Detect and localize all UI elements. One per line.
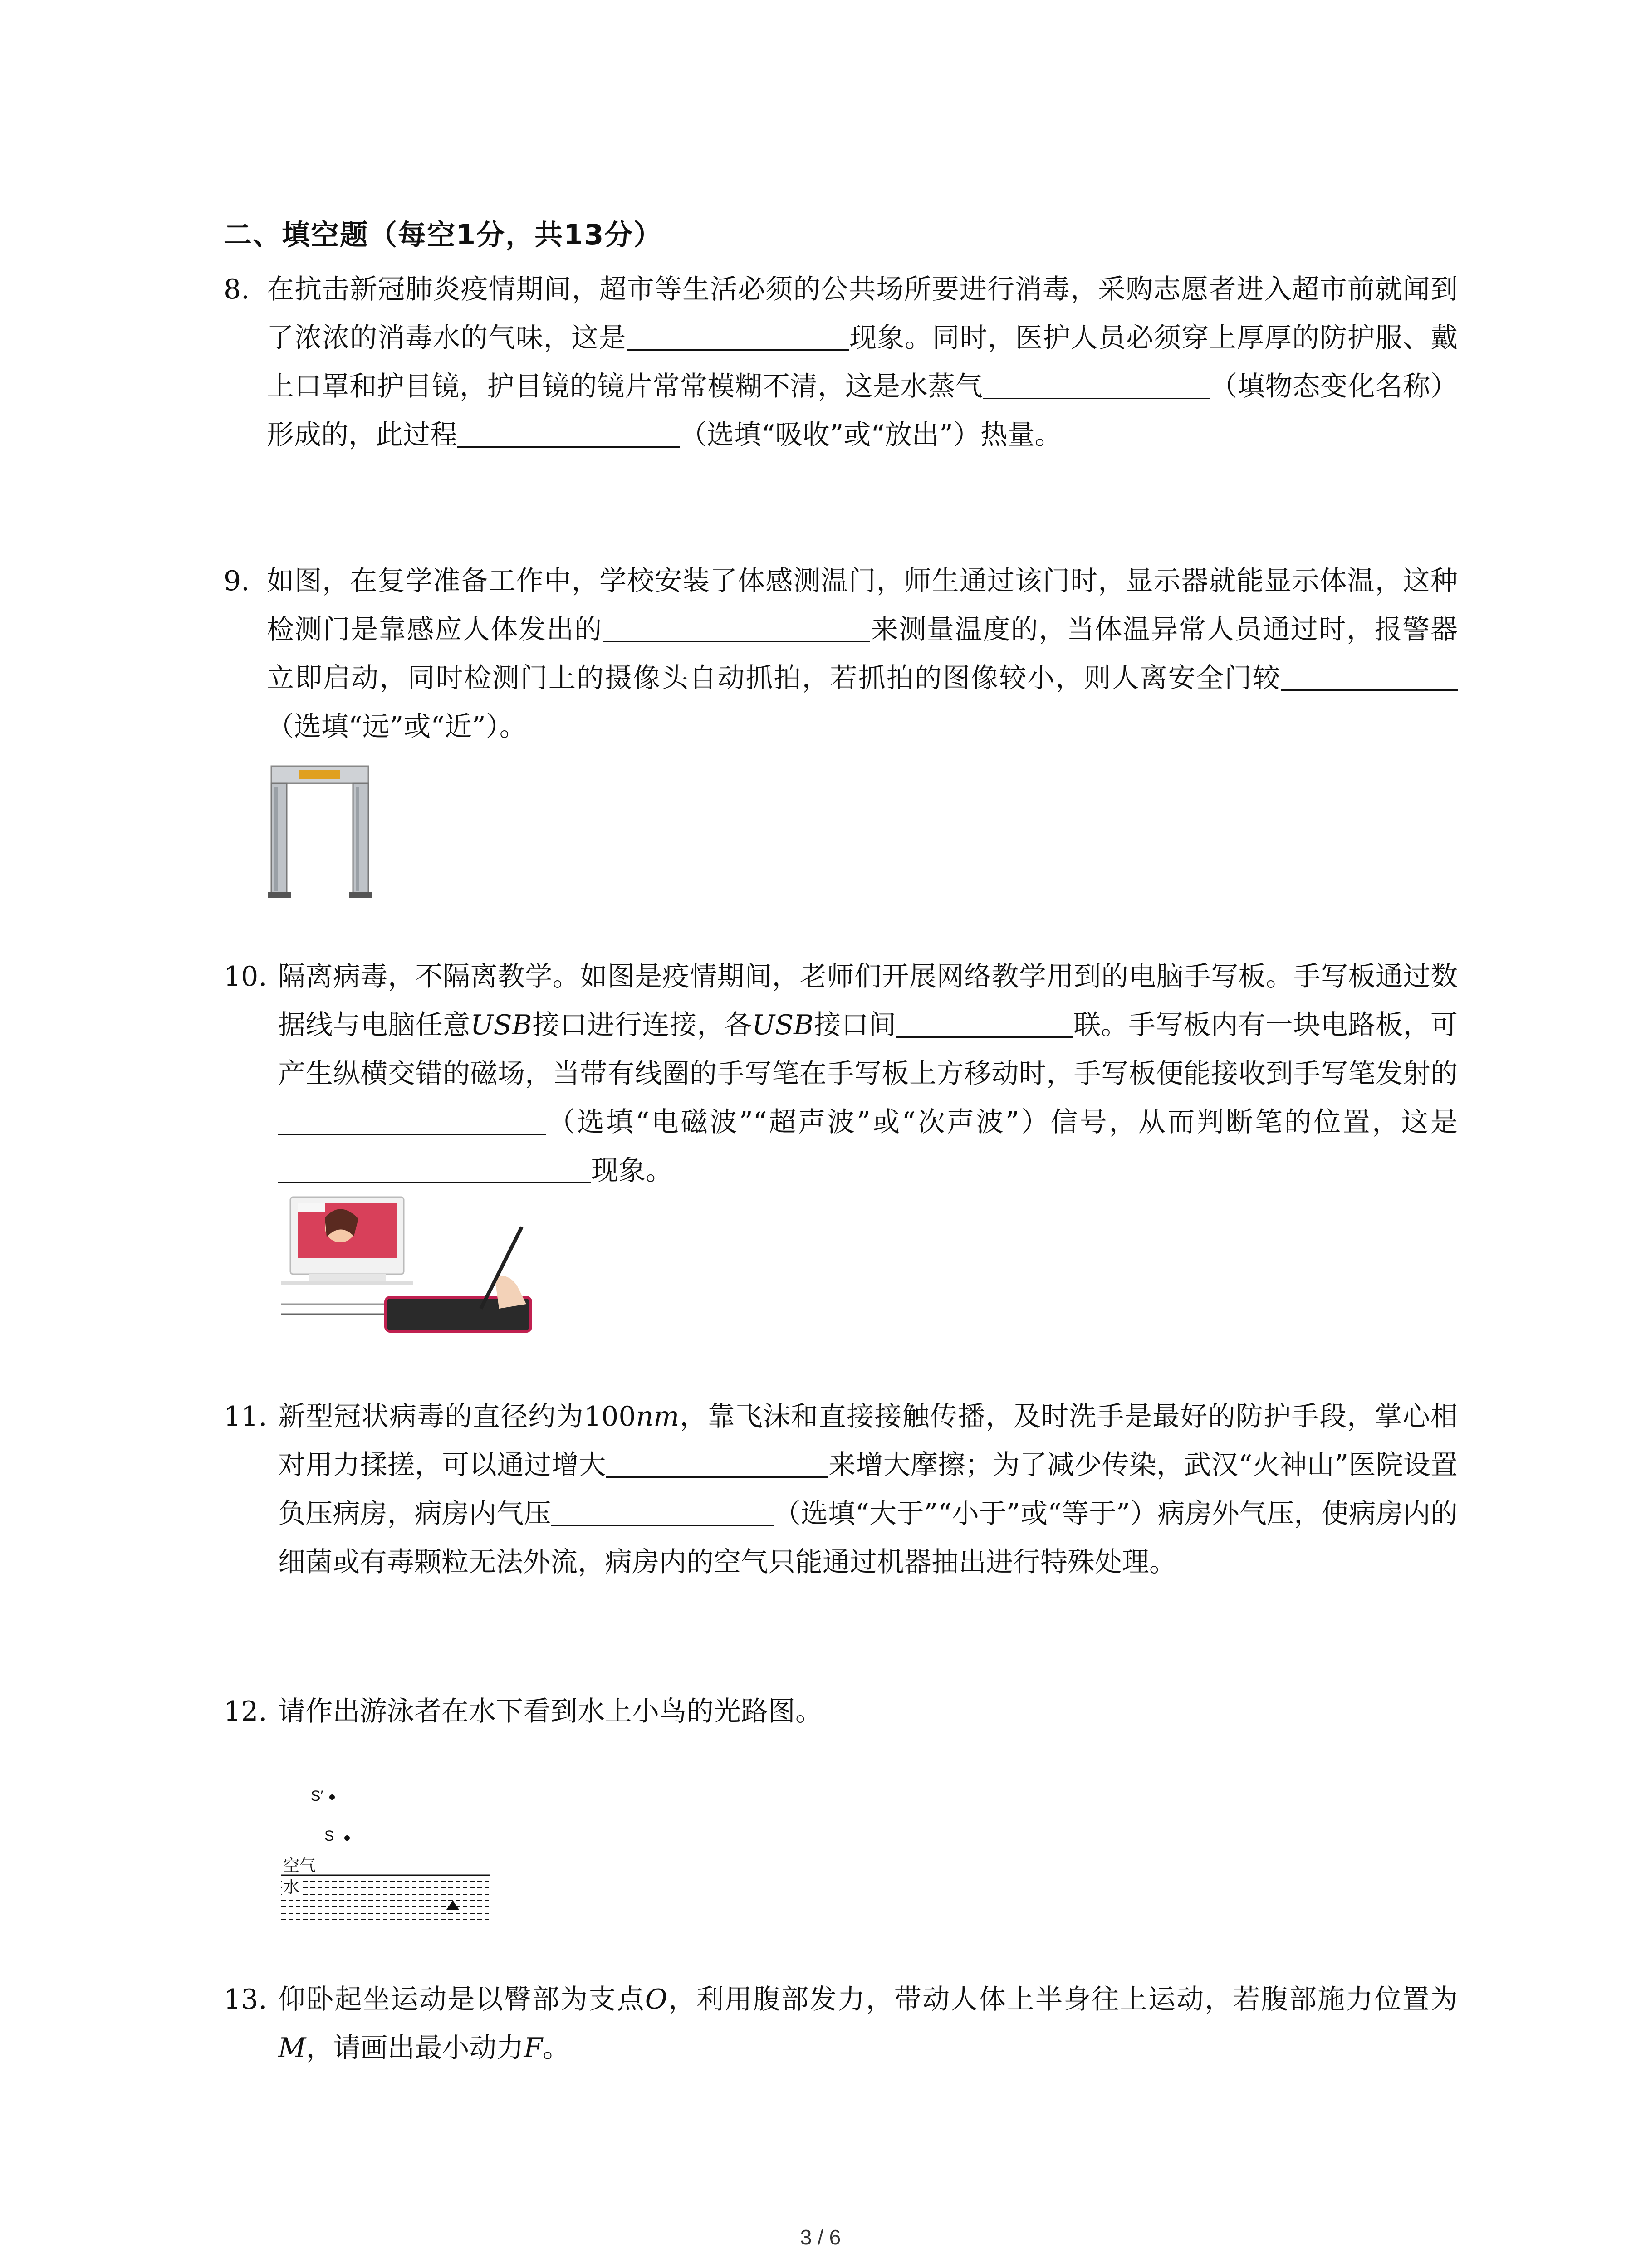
drawing-tablet-image [281,1195,535,1340]
answer-blank[interactable] [457,415,680,448]
section-title: 二、填空题（每空1分，共13分） [224,218,663,251]
answer-blank[interactable] [278,1102,546,1135]
question-text: 在抗击新冠肺炎疫情期间，超市等生活必须的公共场所要进行消毒，采购志愿者进入超市前就闻到了浓浓的消毒水的气味，这是 现象。同时，医护人员必须穿上厚厚的防护服、戴上口罩和护目镜，护目镜的镜片常常模糊不清，这是水蒸气 （填物态变化名称）形成的，此过程 （选填“吸收”或“放出”）热量。 [267,274,1458,451]
s-label: S [324,1828,334,1844]
answer-blank[interactable] [1097,366,1210,399]
question-number: 10. [224,961,267,992]
answer-blank[interactable] [603,609,870,642]
temperature-gate-image [268,764,372,900]
water-hatching [281,1882,490,1926]
question-text: 如图，在复学准备工作中，学校安装了体感测温门，师生通过该门时，显示器就能显示体温，这种检测门是靠感应人体发出的 来测量温度的，当体温异常人员通过时，报警器立即启动，同时检测门上的摄像头自动抓拍，若抓拍的图像较小，则人离安全门较（选填“远”或“近”）。 [267,565,1458,743]
question-number: 8. [224,274,250,305]
question-text: 新型冠状病毒的直径约为100nm，靠飞沫和直接接触传播，及时洗手是最好的防护手段，掌心相对用力揉搓，可以通过增大 来增大摩擦；为了减少传染，武汉“火神山”医院设置负压病房，病房内气压 （选填“大于”“小于”或“等于”）病房外气压，使病房内的细菌或有毒颗粒无法外流，病房内的空气只能通过机器抽出进行特殊处理。 [278,1401,1458,1578]
question-number: 12. [224,1696,267,1727]
question-text: 仰卧起坐运动是以臀部为支点O，利用腹部发力，带动人体上半身往上运动，若腹部施力位置为M，请画出最小动力F。 [278,1984,1458,2064]
question-8 [224,265,1458,459]
question-11 [224,1393,1458,1587]
answer-blank[interactable] [606,1445,828,1478]
answer-blank[interactable] [551,1493,774,1526]
question-number: 11. [224,1401,267,1432]
water-label: 水 [283,1877,300,1896]
bird-point [344,1835,350,1841]
swimmer-eye-icon [446,1901,459,1910]
answer-blank[interactable] [278,1150,591,1183]
question-9 [224,557,1458,751]
answer-blank[interactable] [983,366,1097,399]
question-13 [224,1975,1458,2072]
question-number: 9. [224,565,250,597]
air-label: 空气 [283,1856,316,1875]
light-path-figure [281,1778,495,1937]
s-prime-point [329,1794,335,1800]
page-number: 3 / 6 [800,2225,841,2249]
answer-blank[interactable] [1281,658,1458,691]
question-10 [224,953,1458,1195]
s-prime-label: S′ [311,1788,323,1804]
answer-blank[interactable] [627,318,849,351]
question-text: 隔离病毒，不隔离教学。如图是疫情期间，老师们开展网络教学用到的电脑手写板。手写板通过数据线与电脑任意USB接口进行连接，各USB接口间 联。手写板内有一块电路板，可产生纵横交错的磁场，当带有线圈的手写笔在手写板上方移动时，手写板便能接收到手写笔发射的（选填“电磁波”“超声波”或“次声波”）信号，从而判断笔的位置，这是现象。 [278,961,1458,1187]
question-text: 请作出游泳者在水下看到水上小鸟的光路图。 [278,1696,823,1727]
question-number: 13. [224,1984,267,2015]
answer-blank[interactable] [896,1005,1073,1038]
question-12 [224,1687,1458,1736]
